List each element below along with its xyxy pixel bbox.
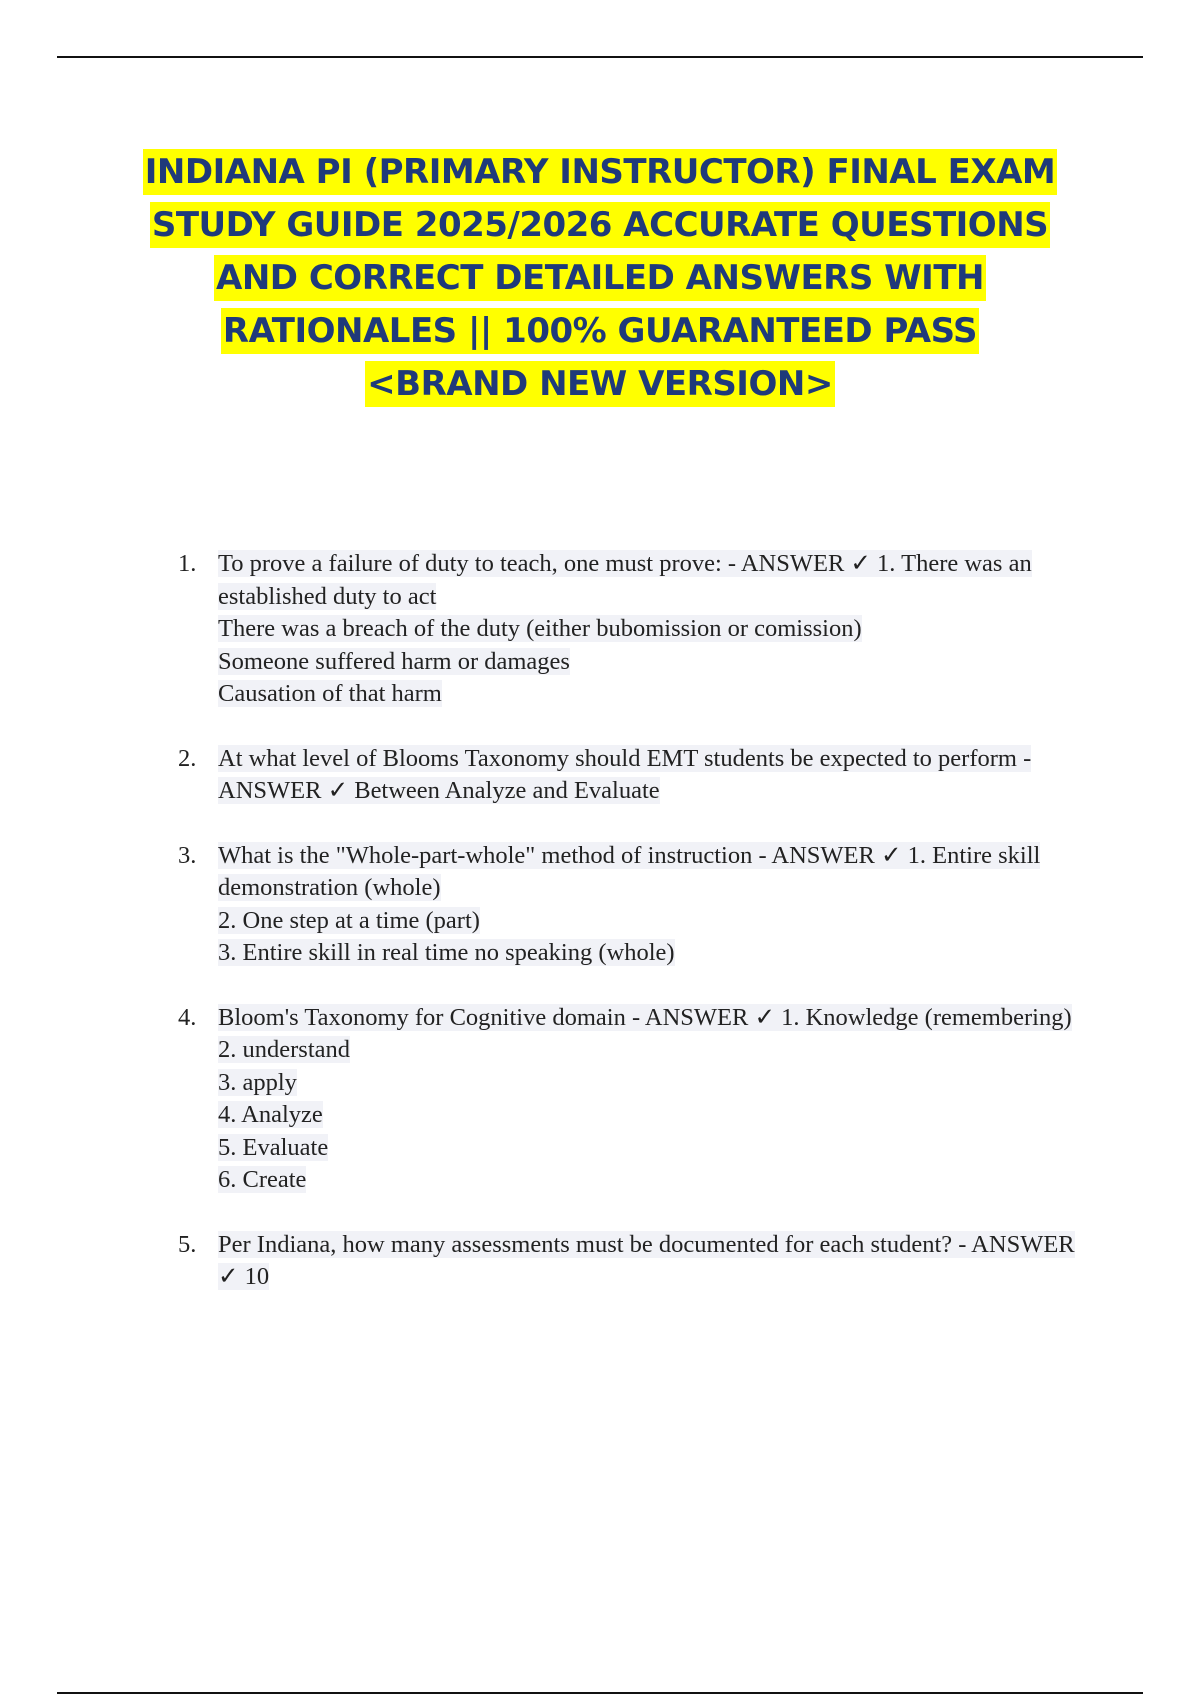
question-text: Per Indiana, how many assessments must be documented for each student? - ANSWER ✓ 10: [218, 1230, 1075, 1290]
question-list: [178, 548, 1078, 1326]
question-item-4: [178, 1002, 1078, 1197]
question-text: What is the "Whole-part-whole" method of instruction - ANSWER ✓ 1. Entire skill demonstration (whole) 2. One step at a time (part) 3. Entire skill in real time no speaking (whole): [218, 841, 1041, 966]
question-number: 4.: [178, 1003, 197, 1031]
question-item-1: [178, 548, 1078, 711]
question-number: 3.: [178, 841, 197, 869]
question-number: 2.: [178, 744, 197, 772]
document-title-text: INDIANA PI (PRIMARY INSTRUCTOR) FINAL EXAM STUDY GUIDE 2025/2026 ACCURATE QUESTIONS AND CORRECT DETAILED ANSWERS WITH RATIONALES || 100% GUARANTEED PASS <BRAND NEW VERSION>: [143, 149, 1057, 407]
question-text: To prove a failure of duty to teach, one must prove: - ANSWER ✓ 1. There was an established duty to act There was a breach of the duty (either bubomission or comission) Someone suffered harm or damages Causation of that harm: [218, 550, 1032, 707]
header-rule: [57, 56, 1143, 58]
question-number: 5.: [178, 1230, 197, 1258]
question-text: Bloom's Taxonomy for Cognitive domain - ANSWER ✓ 1. Knowledge (remembering) 2. understand 3. apply 4. Analyze 5. Evaluate 6. Create: [218, 1003, 1072, 1193]
document-title: [140, 146, 1060, 411]
question-item-2: [178, 743, 1078, 808]
question-item-3: [178, 840, 1078, 970]
question-item-5: [178, 1229, 1078, 1294]
question-text: At what level of Blooms Taxonomy should EMT students be expected to perform - ANSWER ✓ Between Analyze and Evaluate: [218, 744, 1032, 804]
footer-rule: [57, 1692, 1143, 1694]
question-number: 1.: [178, 550, 197, 577]
